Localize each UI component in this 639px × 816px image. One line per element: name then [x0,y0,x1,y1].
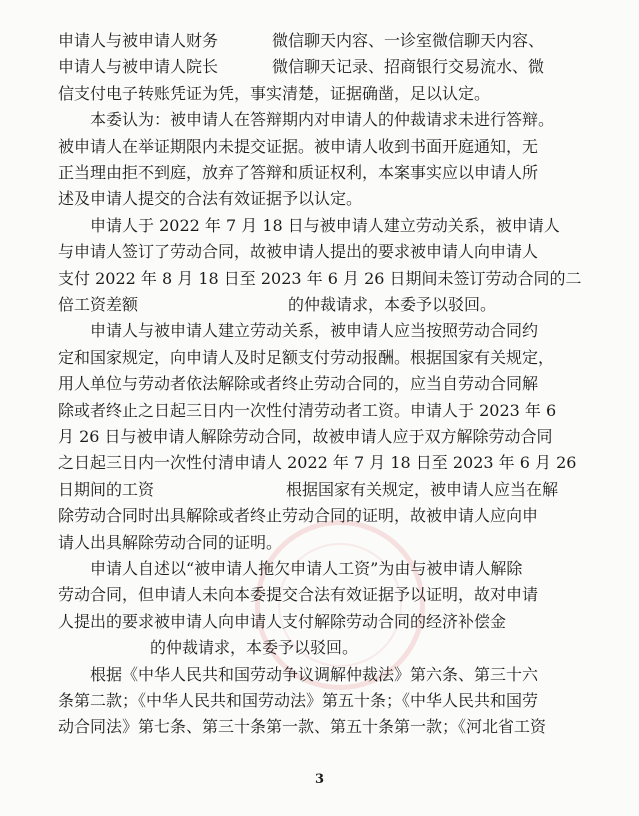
text-line [58,239,538,265]
text-line [58,530,282,556]
text-line [58,292,496,318]
line-segment: 申请人与被申请人院长 [58,57,219,77]
line-segment: 的仲裁请求，本委予以驳回。 [288,295,497,314]
page-number: 3 [314,772,325,787]
text-line [58,28,544,54]
text-line [90,556,522,582]
line-segment: 的仲裁请求，本委予以驳回。 [150,638,359,658]
text-line [58,371,538,397]
line-segment: 倍工资差额 [58,295,139,314]
line-segment: 月 26 日与被申请人解除劳动合同，故被申请人应于双方解除劳动合同 [58,427,553,446]
text-line [58,503,538,529]
text-line [58,398,556,424]
text-line [58,345,554,371]
line-segment: 动合同法》第七条、第三十条第一款、第五十条第一款；《河北省工资 [58,717,547,737]
text-line [58,424,553,450]
line-segment: 微信聊天记录、招商银行交易流水、微 [272,57,545,77]
text-line [58,54,544,80]
text-line [58,477,558,503]
line-segment: 人提出的要求被申请人向申请人支付解除劳动合同的经济补偿金 [58,611,507,631]
line-segment: 之日起三日内一次性付清申请人 2022 年 7 月 18 日至 2023 年 6 月 26 [58,453,577,473]
text-line [90,107,554,133]
text-line [58,186,362,212]
text-line [58,134,538,160]
text-line [90,213,560,239]
text-line [90,662,538,688]
text-line [150,635,358,661]
line-segment: 除劳动合同时出具解除或者终止劳动合同的证明，故被申请人应向申 [58,506,539,526]
text-line [58,160,538,186]
line-segment: 请人出具解除劳动合同的证明。 [58,532,283,552]
line-segment: 支付 2022 年 8 月 18 日至 2023 年 6 月 26 日期间未签订劳动合同的二 [58,268,582,288]
line-segment: 根据国家有关规定，被申请人应当在解 [286,479,559,499]
line-segment: 述及申请人提交的合法有效证据予以认定。 [58,189,363,209]
line-segment: 被申请人在举证期限内未提交证据。被申请人收到书面开庭通知，无 [58,136,539,156]
text-line [58,450,576,476]
line-segment: 申请人自述以“被申请人拖欠申请人工资”为由与被申请人解除 [90,559,523,578]
text-line [58,609,506,635]
text-line [58,582,538,608]
line-segment: 用人单位与劳动者依法解除或者终止劳动合同的，应当自劳动合同解 [58,374,539,394]
line-segment: 条第二款；《中华人民共和国劳动法》第五十条；《中华人民共和国劳 [58,691,539,710]
line-segment: 微信聊天内容、一诊室微信聊天内容、 [272,31,545,50]
text-line [90,318,538,344]
text-line [58,266,582,292]
line-segment: 申请人与被申请人建立劳动关系，被申请人应当按照劳动合同约 [90,321,539,341]
line-segment: 日期间的工资 [58,479,155,499]
line-segment: 定和国家规定，向申请人及时足额支付劳动报酬。根据国家有关规定， [58,347,555,367]
text-line [58,81,490,107]
line-segment: 劳动合同，但申请人未向本委提交合法有效证据予以证明，故对申请 [58,585,539,605]
line-segment: 申请人于 2022 年 7 月 18 日与被申请人建立劳动关系，被申请人 [90,215,560,235]
text-line [58,714,546,740]
text-line [58,688,538,714]
line-segment: 除或者终止之日起三日内一次性付清劳动者工资。申请人于 2023 年 6 [58,400,557,420]
line-segment: 与申请人签订了劳动合同，故被申请人提出的要求被申请人向申请人 [58,242,539,262]
line-segment: 信支付电子转账凭证为凭，事实清楚，证据确凿，足以认定。 [58,83,491,103]
line-segment: 申请人与被申请人财务 [58,31,219,50]
line-segment: 正当理由拒不到庭，放弃了答辩和质证权利，本案事实应以申请人所 [58,163,539,182]
line-segment: 根据《中华人民共和国劳动争议调解仲裁法》第六条、第三十六 [90,664,539,684]
line-segment: 本委认为：被申请人在答辩期内对申请人的仲裁请求未进行答辩。 [90,110,555,130]
